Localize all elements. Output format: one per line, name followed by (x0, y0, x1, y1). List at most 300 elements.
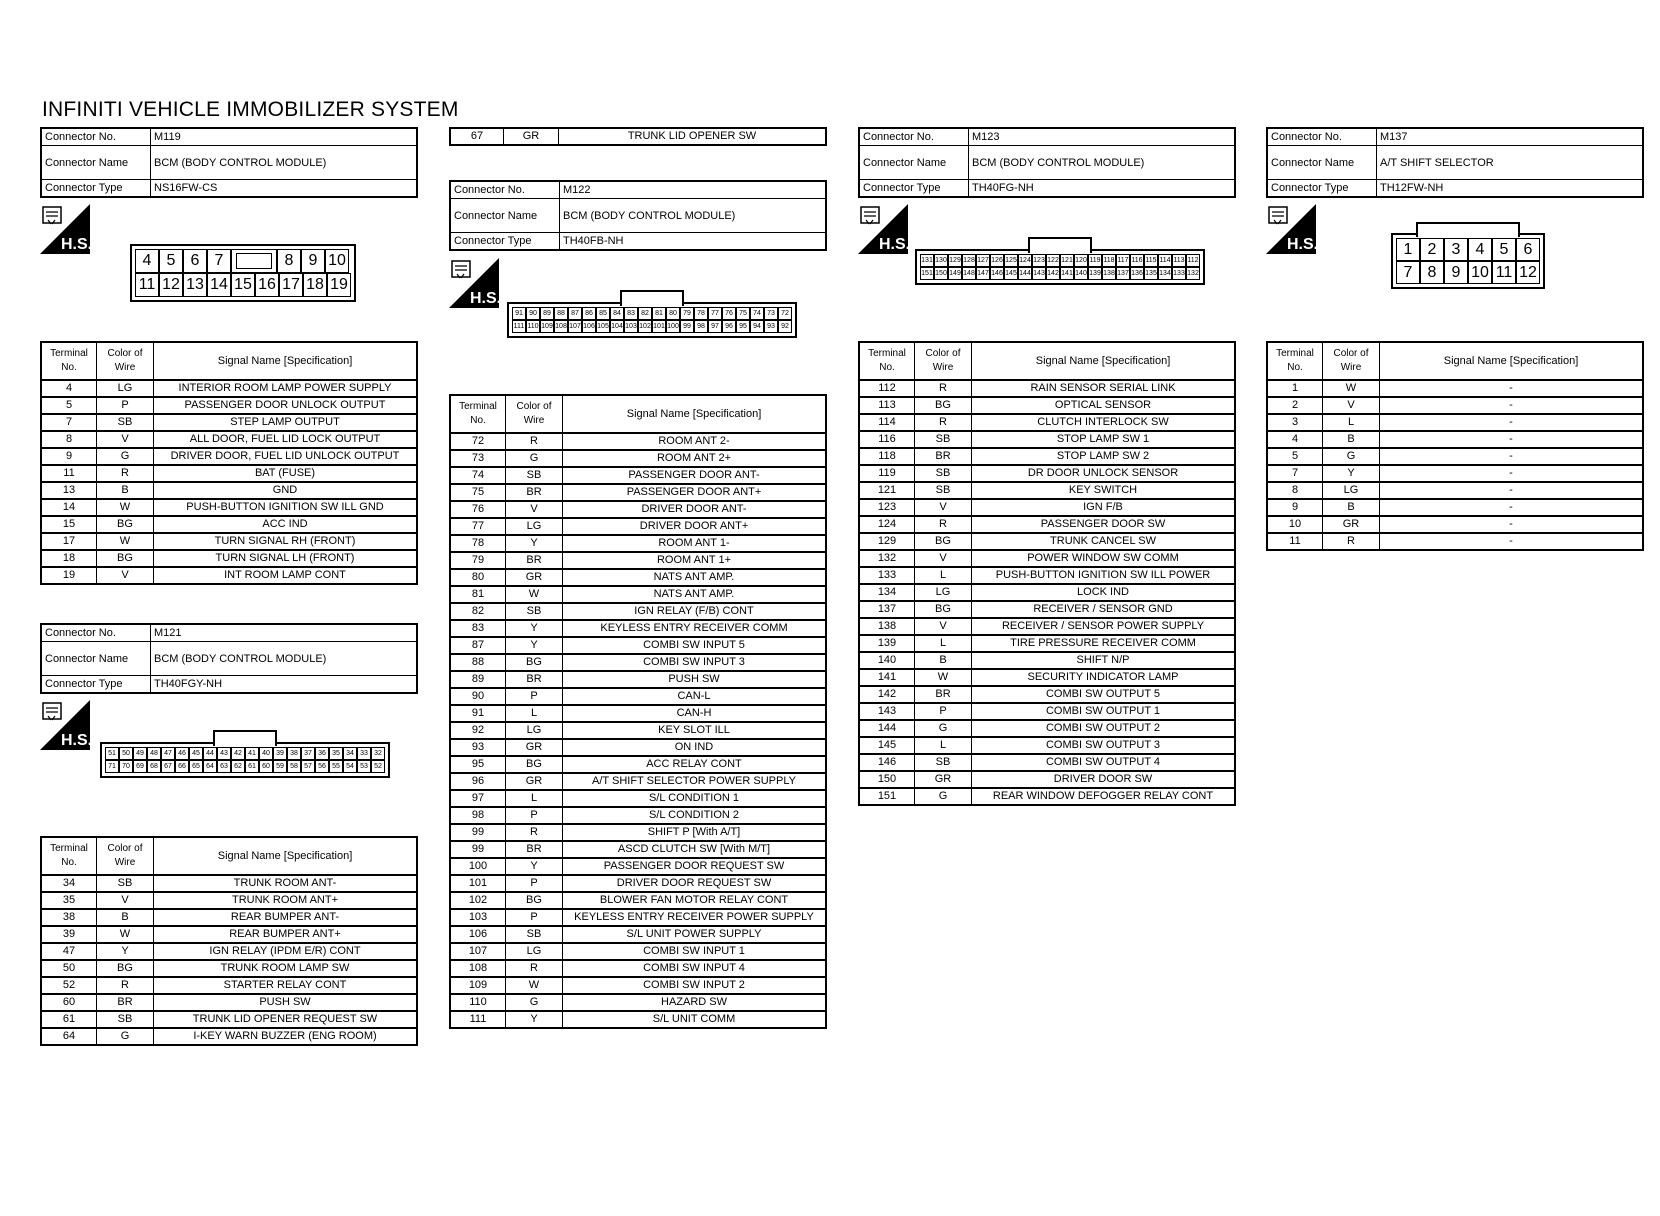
pin: 92 (778, 320, 792, 333)
signal-name-cell: KEYLESS ENTRY RECEIVER COMM (563, 620, 827, 637)
pin: 140 (1074, 267, 1088, 280)
harness-side-icon (858, 204, 908, 254)
pin: 129 (948, 254, 962, 267)
color-of-wire-header: Color of Wire (1323, 342, 1380, 380)
pin: 18 (303, 273, 327, 297)
terminal-no-cell: 151 (859, 788, 915, 805)
pin: 14 (207, 273, 231, 297)
pin: 148 (962, 267, 976, 280)
table-row (859, 465, 1235, 482)
pin: 54 (343, 760, 357, 773)
pin: 36 (315, 747, 329, 760)
pin: 76 (722, 307, 736, 320)
pin: 115 (1144, 254, 1158, 267)
table-row (859, 431, 1235, 448)
pin: 108 (554, 320, 568, 333)
signal-name-cell: PASSENGER DOOR UNLOCK OUTPUT (154, 397, 418, 414)
wire-color-cell: R (506, 824, 563, 841)
pin: 1 (1396, 238, 1420, 261)
pin: 34 (343, 747, 357, 760)
terminal-no-cell: 2 (1267, 397, 1323, 414)
terminal-no-cell: 81 (450, 586, 506, 603)
pin: 8 (1420, 261, 1444, 284)
table-row (859, 601, 1235, 618)
table-row (1267, 431, 1643, 448)
connector-header-m119 (40, 127, 418, 198)
wire-color-cell: W (506, 586, 563, 603)
pin-row (105, 747, 385, 760)
table-row (859, 703, 1235, 720)
connector-m121 (40, 623, 418, 694)
pin: 11 (135, 273, 159, 297)
terminal-no-cell: 35 (41, 892, 97, 909)
signal-name-cell: - (1380, 431, 1644, 448)
table-row (859, 533, 1235, 550)
wire-color-cell: B (97, 909, 154, 926)
terminal-table (858, 341, 1236, 806)
table-row (450, 128, 826, 145)
connector-no-value: M122 (560, 181, 827, 199)
terminal-no-cell: 3 (1267, 414, 1323, 431)
connector-no-value: M119 (151, 128, 418, 146)
pin: 73 (764, 307, 778, 320)
table-row (41, 465, 417, 482)
pin: 110 (526, 320, 540, 333)
wire-color-cell: V (97, 892, 154, 909)
pin: 131 (920, 254, 934, 267)
signal-name-cell: PASSENGER DOOR ANT- (563, 467, 827, 484)
signal-name-cell: KEYLESS ENTRY RECEIVER POWER SUPPLY (563, 909, 827, 926)
pin: 82 (638, 307, 652, 320)
signal-name-cell: TURN SIGNAL LH (FRONT) (154, 550, 418, 567)
table-row (41, 1011, 417, 1028)
connector-face-m122 (507, 302, 797, 338)
table-row (1267, 499, 1643, 516)
signal-name-cell: TRUNK LID OPENER SW (559, 128, 827, 145)
signal-name-cell: ASCD CLUTCH SW [With M/T] (563, 841, 827, 858)
terminal-no-cell: 5 (1267, 448, 1323, 465)
wire-color-cell: Y (506, 637, 563, 654)
table-row (859, 550, 1235, 567)
signal-name-cell: COMBI SW INPUT 4 (563, 960, 827, 977)
hs-label: H.S. (470, 290, 499, 307)
table-row (450, 518, 826, 535)
table-row (41, 909, 417, 926)
signal-name-cell: STOP LAMP SW 2 (972, 448, 1236, 465)
pin: 147 (976, 267, 990, 280)
terminal-no-cell: 82 (450, 603, 506, 620)
wire-color-cell: BG (506, 654, 563, 671)
terminal-no-cell: 107 (450, 943, 506, 960)
wire-color-cell: BR (915, 686, 972, 703)
connector-housing (1391, 233, 1545, 289)
signal-name-cell: REAR BUMPER ANT- (154, 909, 418, 926)
signal-name-cell: DRIVER DOOR ANT- (563, 501, 827, 518)
pin: 78 (694, 307, 708, 320)
signal-name-cell: STEP LAMP OUTPUT (154, 414, 418, 431)
wire-color-cell: W (915, 669, 972, 686)
pin: 104 (610, 320, 624, 333)
color-of-wire-header: Color of Wire (915, 342, 972, 380)
pin: 67 (161, 760, 175, 773)
signal-name-cell: STOP LAMP SW 1 (972, 431, 1236, 448)
wire-color-cell: P (506, 807, 563, 824)
terminal-no-cell: 112 (859, 380, 915, 397)
pin: 6 (1516, 238, 1540, 261)
signal-name-cell: NATS ANT AMP. (563, 586, 827, 603)
pin: 114 (1158, 254, 1172, 267)
signal-name-cell: CAN-H (563, 705, 827, 722)
table-row (450, 960, 826, 977)
signal-name-cell: - (1380, 448, 1644, 465)
table-row (41, 1028, 417, 1045)
table-row (450, 909, 826, 926)
pin: 55 (329, 760, 343, 773)
table-row (41, 977, 417, 994)
hs-label: H.S. (61, 732, 90, 749)
table-row (859, 414, 1235, 431)
pin: 72 (778, 307, 792, 320)
pin: 58 (287, 760, 301, 773)
signal-name-cell: ROOM ANT 2+ (563, 450, 827, 467)
terminal-no-cell: 121 (859, 482, 915, 499)
signal-name-cell: COMBI SW INPUT 2 (563, 977, 827, 994)
table-row (859, 448, 1235, 465)
signal-name-cell: DRIVER DOOR ANT+ (563, 518, 827, 535)
table-row (41, 943, 417, 960)
signal-name-header: Signal Name [Specification] (154, 342, 418, 380)
wire-color-cell: BR (506, 552, 563, 569)
table-row (859, 380, 1235, 397)
connector-header-m121 (40, 623, 418, 694)
pin: 84 (610, 307, 624, 320)
hs-icon-graphic (449, 258, 499, 308)
terminal-table (449, 394, 827, 1029)
table-row (1267, 516, 1643, 533)
wire-color-cell: Y (97, 943, 154, 960)
terminal-no-cell: 9 (1267, 499, 1323, 516)
signal-name-cell: POWER WINDOW SW COMM (972, 550, 1236, 567)
connector-face-m121 (100, 742, 390, 778)
table-row (450, 654, 826, 671)
pin: 91 (512, 307, 526, 320)
terminal-no-cell: 114 (859, 414, 915, 431)
pin: 10 (1468, 261, 1492, 284)
signal-name-cell: LOCK IND (972, 584, 1236, 601)
table-header-row (41, 342, 417, 380)
wire-color-cell: R (915, 516, 972, 533)
wire-color-cell: V (915, 550, 972, 567)
wire-color-cell: LG (1323, 482, 1380, 499)
signal-name-cell: - (1380, 516, 1644, 533)
table-row (859, 584, 1235, 601)
connector-housing (100, 742, 390, 778)
table-row (450, 569, 826, 586)
pin: 124 (1018, 254, 1032, 267)
wire-color-cell: L (915, 737, 972, 754)
terminal-no-cell: 7 (1267, 465, 1323, 482)
terminal-no-cell: 129 (859, 533, 915, 550)
pin: 99 (680, 320, 694, 333)
signal-name-cell: RECEIVER / SENSOR GND (972, 601, 1236, 618)
wire-color-cell: P (506, 875, 563, 892)
connector-name-value: BCM (BODY CONTROL MODULE) (151, 146, 418, 180)
terminal-no-cell: 90 (450, 688, 506, 705)
pin: 62 (231, 760, 245, 773)
signal-name-cell: TRUNK ROOM ANT+ (154, 892, 418, 909)
signal-name-cell: S/L CONDITION 2 (563, 807, 827, 824)
table-row (41, 499, 417, 516)
terminal-no-cell: 75 (450, 484, 506, 501)
pin: 136 (1130, 267, 1144, 280)
signal-name-cell: COMBI SW INPUT 5 (563, 637, 827, 654)
pin: 12 (159, 273, 183, 297)
pin-row (135, 273, 351, 297)
table-row (450, 688, 826, 705)
signal-name-cell: TRUNK ROOM LAMP SW (154, 960, 418, 977)
signal-name-cell: SHIFT N/P (972, 652, 1236, 669)
terminal-table (449, 127, 827, 146)
signal-name-cell: PUSH SW (563, 671, 827, 688)
pin: 139 (1088, 267, 1102, 280)
wire-color-cell: R (506, 433, 563, 450)
pin: 42 (231, 747, 245, 760)
wire-color-cell: R (506, 960, 563, 977)
wire-color-cell: LG (506, 518, 563, 535)
signal-name-cell: I-KEY WARN BUZZER (ENG ROOM) (154, 1028, 418, 1045)
pin-row (512, 307, 792, 320)
terminal-no-cell: 79 (450, 552, 506, 569)
pin: 83 (624, 307, 638, 320)
pin: 60 (259, 760, 273, 773)
wire-color-cell: G (506, 450, 563, 467)
pin: 41 (245, 747, 259, 760)
terminal-no-cell: 123 (859, 499, 915, 516)
wire-color-cell: Y (506, 858, 563, 875)
wire-color-cell: W (506, 977, 563, 994)
pin: 71 (105, 760, 119, 773)
connector-name-value: BCM (BODY CONTROL MODULE) (969, 146, 1236, 180)
terminal-no-cell: 73 (450, 450, 506, 467)
signal-name-cell: COMBI SW INPUT 3 (563, 654, 827, 671)
signal-name-cell: SHIFT P [With A/T] (563, 824, 827, 841)
wire-color-cell: BG (915, 533, 972, 550)
signal-name-cell: S/L CONDITION 1 (563, 790, 827, 807)
pin: 4 (135, 249, 159, 273)
signal-name-cell: ROOM ANT 2- (563, 433, 827, 450)
table-row (450, 671, 826, 688)
pin: 33 (357, 747, 371, 760)
terminal-no-cell: 144 (859, 720, 915, 737)
wire-color-cell: GR (506, 569, 563, 586)
terminal-no-cell: 8 (1267, 482, 1323, 499)
table-header-row (450, 395, 826, 433)
pin: 119 (1088, 254, 1102, 267)
terminal-table-m123 (858, 341, 1236, 806)
pin: 11 (1492, 261, 1516, 284)
signal-name-cell: TRUNK CANCEL SW (972, 533, 1236, 550)
table-header-row (1267, 342, 1643, 380)
wire-color-cell: V (915, 499, 972, 516)
terminal-no-cell: 15 (41, 516, 97, 533)
terminal-no-cell: 50 (41, 960, 97, 977)
wire-color-cell: V (915, 618, 972, 635)
terminal-no-cell: 92 (450, 722, 506, 739)
pin-row (1396, 261, 1540, 284)
wire-color-cell: B (1323, 499, 1380, 516)
pin: 93 (764, 320, 778, 333)
wire-color-cell: R (915, 414, 972, 431)
signal-name-cell: ROOM ANT 1- (563, 535, 827, 552)
signal-name-cell: - (1380, 499, 1644, 516)
pin: 5 (1492, 238, 1516, 261)
terminal-no-cell: 95 (450, 756, 506, 773)
connector-type-label: Connector Type (41, 676, 151, 694)
pin: 101 (652, 320, 666, 333)
signal-name-cell: ON IND (563, 739, 827, 756)
pin: 57 (301, 760, 315, 773)
table-row (859, 669, 1235, 686)
pin: 7 (1396, 261, 1420, 284)
connector-no-label: Connector No. (1267, 128, 1377, 146)
wire-color-cell: G (97, 1028, 154, 1045)
table-row (41, 533, 417, 550)
signal-name-cell: TIRE PRESSURE RECEIVER COMM (972, 635, 1236, 652)
connector-housing (507, 302, 797, 338)
pin: 10 (325, 249, 349, 273)
terminal-no-cell: 7 (41, 414, 97, 431)
pin: 121 (1060, 254, 1074, 267)
pin: 38 (287, 747, 301, 760)
harness-side-icon (449, 258, 499, 308)
connector-name-label: Connector Name (41, 642, 151, 676)
terminal-no-cell: 143 (859, 703, 915, 720)
pin: 102 (638, 320, 652, 333)
connector-latch (1028, 237, 1092, 253)
signal-name-cell: - (1380, 414, 1644, 431)
table-row (859, 516, 1235, 533)
connector-no-label: Connector No. (41, 624, 151, 642)
table-row (859, 567, 1235, 584)
wire-color-cell: L (1323, 414, 1380, 431)
wire-color-cell: V (506, 501, 563, 518)
table-row (41, 431, 417, 448)
wire-color-cell: BG (506, 756, 563, 773)
signal-name-cell: ROOM ANT 1+ (563, 552, 827, 569)
pin: 126 (990, 254, 1004, 267)
table-row (450, 535, 826, 552)
connector-m137 (1266, 127, 1644, 198)
connector-type-label: Connector Type (1267, 180, 1377, 198)
signal-name-cell: - (1380, 482, 1644, 499)
pin: 116 (1130, 254, 1144, 267)
signal-name-cell: SECURITY INDICATOR LAMP (972, 669, 1236, 686)
wire-color-cell: L (915, 635, 972, 652)
table-row (1267, 397, 1643, 414)
pin: 13 (183, 273, 207, 297)
table-row (450, 620, 826, 637)
hs-icon-graphic (1266, 204, 1316, 254)
wire-color-cell: G (1323, 448, 1380, 465)
terminal-table-m121 (40, 836, 418, 1046)
terminal-no-cell: 97 (450, 790, 506, 807)
hs-icon-graphic (858, 204, 908, 254)
terminal-no-cell: 60 (41, 994, 97, 1011)
pin: 103 (624, 320, 638, 333)
wire-color-cell: BR (506, 671, 563, 688)
pin: 48 (147, 747, 161, 760)
terminal-no-cell: 11 (1267, 533, 1323, 550)
wire-color-cell: Y (1323, 465, 1380, 482)
pin: 80 (666, 307, 680, 320)
wire-color-cell: L (506, 705, 563, 722)
wire-color-cell: BR (506, 484, 563, 501)
terminal-no-cell: 142 (859, 686, 915, 703)
connector-housing (130, 244, 356, 302)
terminal-table-m137 (1266, 341, 1644, 551)
table-row (450, 1011, 826, 1028)
connector-type-value: TH40FB-NH (560, 233, 827, 251)
harness-side-icon (1266, 204, 1316, 254)
wire-color-cell: BG (915, 601, 972, 618)
wire-color-cell: L (506, 790, 563, 807)
wire-color-cell: W (97, 499, 154, 516)
table-row (41, 380, 417, 397)
signal-name-cell: TRUNK LID OPENER REQUEST SW (154, 1011, 418, 1028)
terminal-no-cell: 146 (859, 754, 915, 771)
connector-no-label: Connector No. (859, 128, 969, 146)
pin: 106 (582, 320, 596, 333)
color-of-wire-header: Color of Wire (506, 395, 563, 433)
pin: 81 (652, 307, 666, 320)
wire-color-cell: W (97, 926, 154, 943)
connector-no-value: M123 (969, 128, 1236, 146)
table-row (859, 482, 1235, 499)
wire-color-cell: V (97, 567, 154, 584)
terminal-no-header: Terminal No. (450, 395, 506, 433)
wire-color-cell: L (915, 567, 972, 584)
signal-name-cell: COMBI SW OUTPUT 4 (972, 754, 1236, 771)
pin: 4 (1468, 238, 1492, 261)
wire-color-cell: LG (915, 584, 972, 601)
terminal-no-cell: 133 (859, 567, 915, 584)
table-row (41, 567, 417, 584)
terminal-table (40, 341, 418, 585)
pin: 141 (1060, 267, 1074, 280)
table-row (450, 790, 826, 807)
pin: 16 (255, 273, 279, 297)
terminal-no-cell: 5 (41, 397, 97, 414)
terminal-no-cell: 78 (450, 535, 506, 552)
pin: 61 (245, 760, 259, 773)
pin: 130 (934, 254, 948, 267)
table-row (450, 773, 826, 790)
pin: 107 (568, 320, 582, 333)
terminal-no-cell: 19 (41, 567, 97, 584)
pin: 39 (273, 747, 287, 760)
table-row (1267, 482, 1643, 499)
terminal-no-cell: 80 (450, 569, 506, 586)
wire-color-cell: GR (504, 128, 559, 145)
signal-name-cell: COMBI SW OUTPUT 1 (972, 703, 1236, 720)
pin: 52 (371, 760, 385, 773)
signal-name-cell: ACC RELAY CONT (563, 756, 827, 773)
terminal-no-cell: 140 (859, 652, 915, 669)
terminal-no-cell: 1 (1267, 380, 1323, 397)
pin: 137 (1116, 267, 1130, 280)
terminal-no-cell: 93 (450, 739, 506, 756)
table-row (1267, 448, 1643, 465)
